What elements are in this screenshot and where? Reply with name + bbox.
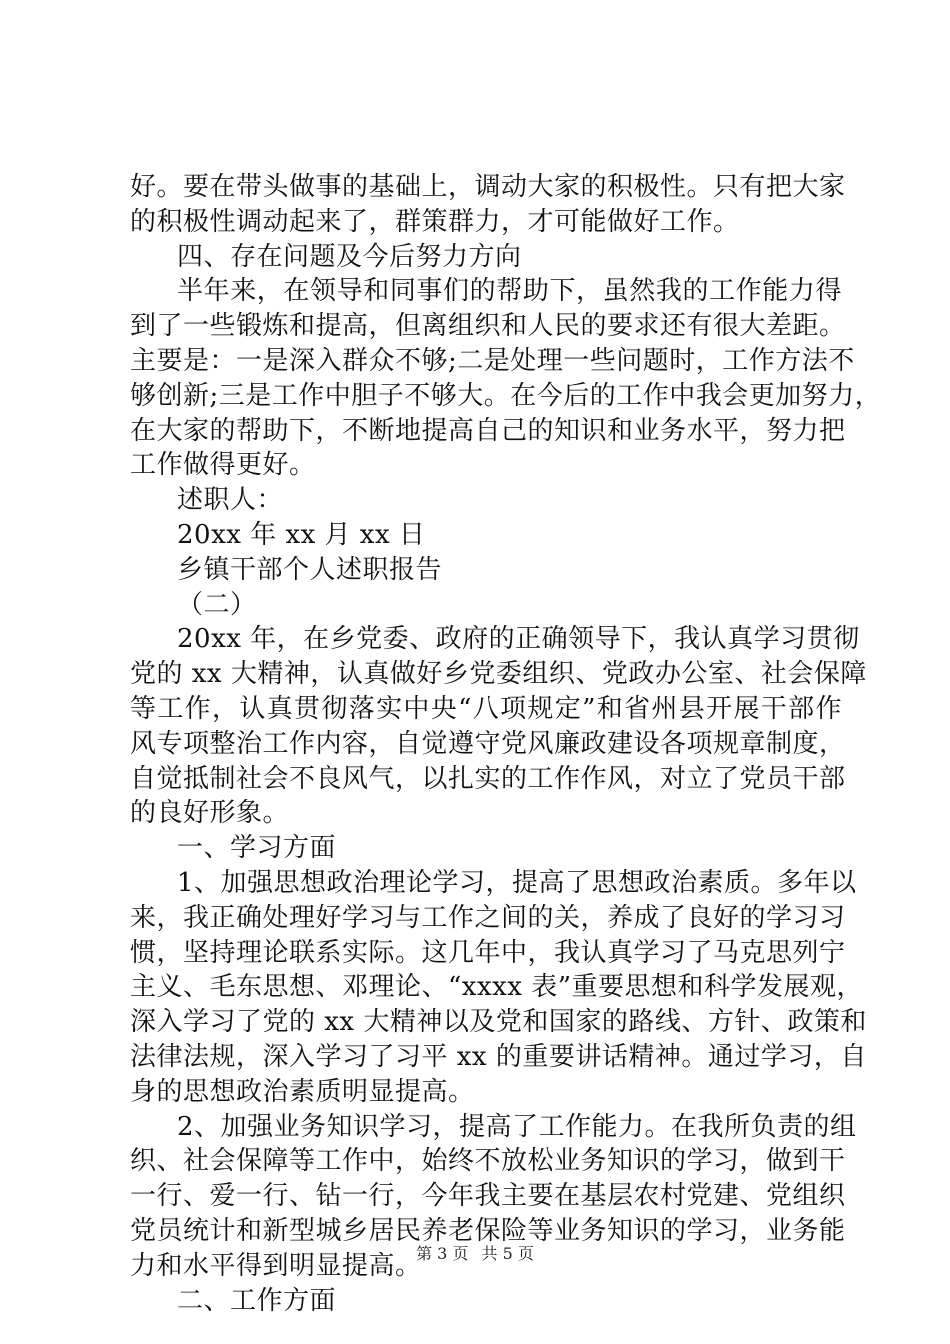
page-number-total: 共 5 页	[481, 1244, 534, 1263]
section-heading: 二、工作方面	[177, 1285, 337, 1316]
text-line: 身的思想政治素质明显提高。	[130, 1076, 475, 1107]
text-line: 好。要在带头做事的基础上，调动大家的积极性。只有把大家	[130, 172, 846, 202]
text-line: 在大家的帮助下，不断地提高自己的知识和业务水平，努力把	[130, 415, 846, 446]
text-line: 工作做得更好。	[130, 450, 316, 481]
text-line: 主要是：一是深入群众不够;二是处理一些问题时，工作方法不	[130, 345, 855, 376]
page-number-current: 第 3 页	[416, 1244, 469, 1263]
document-body	[130, 170, 882, 1318]
text-line: 主义、毛东思想、邓理论、“xxxx 表”重要思想和科学发展观，	[130, 972, 864, 1003]
paragraph-first-line: 2、加强业务知识学习，提高了工作能力。在我所负责的组	[177, 1111, 857, 1142]
paragraph-first-line: 半年来，在领导和同事们的帮助下，虽然我的工作能力得	[177, 276, 842, 307]
text-line: 法律法规，深入学习了习平 xx 的重要讲话精神。通过学习，自	[130, 1041, 867, 1072]
text-line: 到了一些锻炼和提高，但离组织和人民的要求还有很大差距。	[130, 311, 846, 342]
section-heading: 一、学习方面	[177, 833, 337, 864]
paragraph-first-line: 20xx 年，在乡党委、政府的正确领导下，我认真学习贯彻	[177, 624, 860, 655]
date-line: 20xx 年 xx 月 xx 日	[177, 519, 426, 550]
document-title: 乡镇干部个人述职报告	[177, 554, 443, 585]
text-line: 力和水平得到明显提高。	[130, 1250, 422, 1281]
page-footer	[0, 1244, 950, 1264]
text-line: 自觉抵制社会不良风气，以扎实的工作作风，对立了党员干部	[130, 763, 846, 794]
text-line: 深入学习了党的 xx 大精神以及党和国家的路线、方针、政策和	[130, 1007, 867, 1038]
part-number: （二）	[177, 589, 257, 620]
text-line: 织、社会保障等工作中，始终不放松业务知识的学习，做到干	[130, 1146, 846, 1177]
text-line: 党员统计和新型城乡居民养老保险等业务知识的学习，业务能	[130, 1215, 846, 1246]
text-line: 等工作，认真贯彻落实中央“八项规定”和省州县开展干部作	[130, 693, 842, 724]
paragraph-first-line: 1、加强思想政治理论学习，提高了思想政治素质。多年以	[177, 867, 857, 898]
text-line: 的良好形象。	[130, 798, 290, 829]
signature-label: 述职人：	[177, 485, 284, 516]
text-line: 党的 xx 大精神，认真做好乡党委组织、党政办公室、社会保障	[130, 659, 867, 690]
section-heading: 四、存在问题及今后努力方向	[177, 241, 522, 272]
text-line: 一行、爱一行、钻一行，今年我主要在基层农村党建、党组织	[130, 1181, 846, 1212]
text-line: 的积极性调动起来了，群策群力，才可能做好工作。	[130, 206, 740, 237]
text-line: 风专项整治工作内容，自觉遵守党风廉政建设各项规章制度，	[130, 728, 846, 759]
text-line: 来，我正确处理好学习与工作之间的关，养成了良好的学习习	[130, 902, 846, 933]
text-line: 够创新;三是工作中胆子不够大。在今后的工作中我会更加努力，	[130, 380, 882, 411]
text-line: 惯，坚持理论联系实际。这几年中，我认真学习了马克思列宁	[130, 937, 846, 968]
